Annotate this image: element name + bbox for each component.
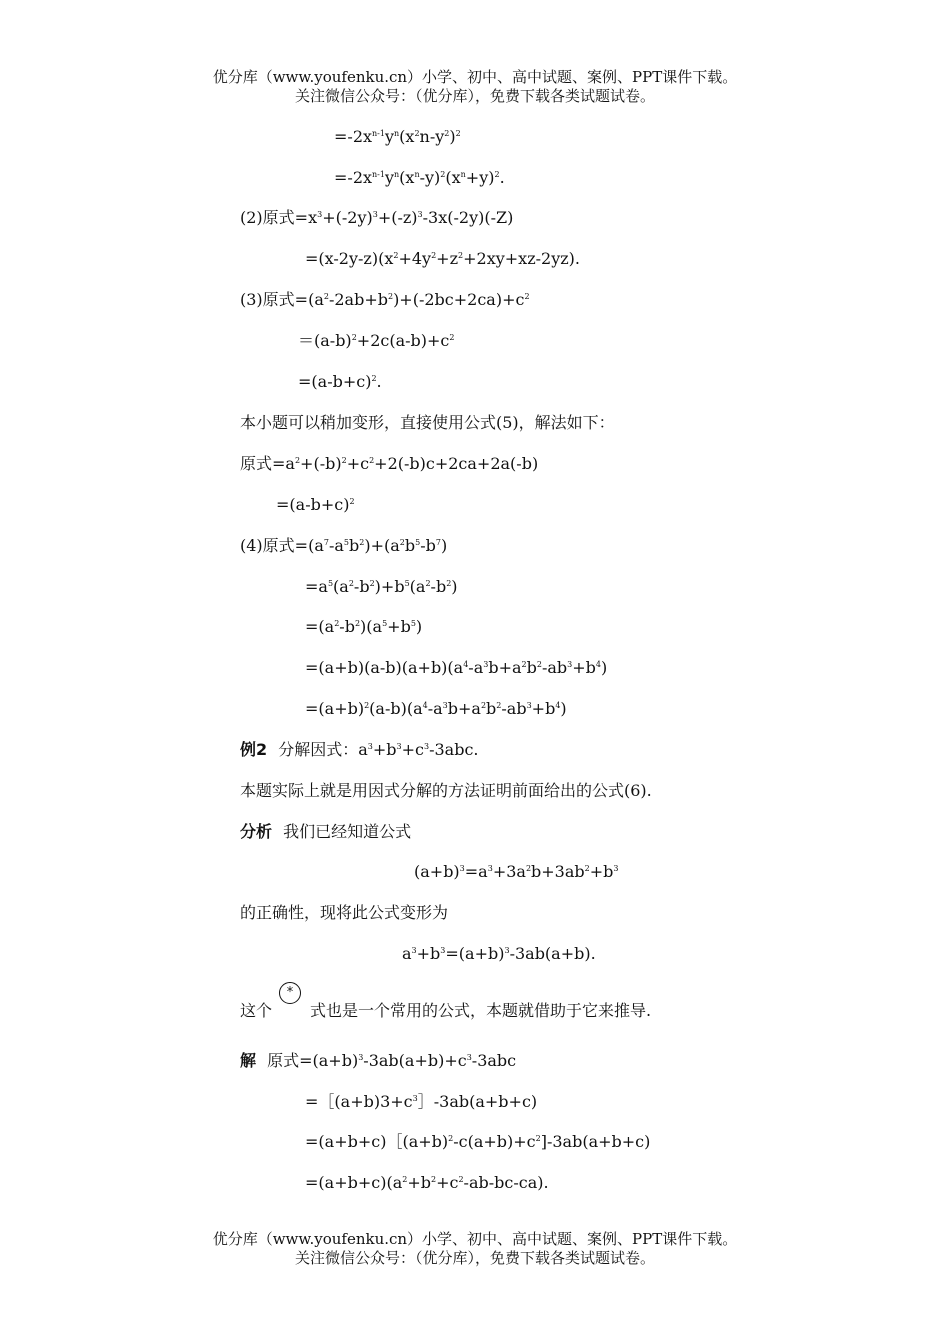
eq-line [298,330,454,352]
math-text: +y) [465,168,495,187]
superscript: 3 [487,864,493,873]
math-text: -3abc [471,1051,517,1070]
superscript: 3 [358,1053,364,1062]
superscript: 2 [348,579,354,588]
superscript: 3 [483,660,489,669]
eq-line [240,207,513,229]
superscript: 2 [369,579,375,588]
math-text: (a [409,577,426,596]
math-text: -3ab(a+b)+c [363,1051,467,1070]
text-before-mark: 这个 [240,1001,273,1020]
math-text: +2c(a-b)+c [356,331,450,350]
superscript: 2 [351,333,357,342]
superscript: 3 [613,864,619,873]
solution-label: 解 [240,1051,257,1070]
superscript: 3 [440,946,446,955]
math-text: +(-2y) [322,208,373,227]
math-text: (a+b) [414,862,460,881]
eq-line [334,126,461,148]
text-line [240,1000,651,1022]
superscript: 2 [399,538,405,547]
eq-line [240,535,447,557]
superscript: 4 [555,701,561,710]
example-2-line [240,739,479,761]
math-text: )+b [374,577,405,596]
superscript: 2 [364,701,370,710]
text-after-mark: 式也是一个常用的公式，本题就借助于它来推导. [310,1001,652,1020]
math-text: -ab [541,658,568,677]
math-text: +2xy+xz-2yz). [463,249,580,268]
math-text: ) [451,577,458,596]
superscript: 2 [349,497,355,506]
math-text: +(-z) [377,208,418,227]
math-text: (4)原式=(a [240,536,324,555]
example-2-label: 例2 [240,740,268,759]
superscript: 7 [435,538,441,547]
eq-line [276,494,355,516]
superscript: 2 [430,1175,437,1184]
superscript: 3 [412,1094,418,1103]
superscript: 2 [431,251,437,260]
superscript: 3 [567,660,573,669]
superscript: 2 [334,619,340,628]
superscript: 2 [496,701,502,710]
superscript: 5 [327,579,334,588]
superscript: 4 [595,660,601,669]
math-text: b+a [488,658,522,677]
math-text: ) [440,536,448,555]
superscript: n [394,170,400,179]
eq-line [305,576,458,598]
math-text: (x [399,127,415,146]
math-text: =a [464,862,488,881]
math-text: +b [531,699,556,718]
math-text: b+3ab [531,862,585,881]
math-text: -3ab(a+b). [509,944,596,963]
eq-line [305,616,422,638]
math-text: (x [445,168,461,187]
math-text: 原式=(a+b) [267,1051,359,1070]
superscript: 2 [446,579,452,588]
math-text: -a [427,699,443,718]
superscript: 3 [459,864,465,873]
math-text: -b [420,536,436,555]
math-text: -3abc. [429,740,479,759]
superscript: 2 [371,374,377,383]
math-text: ) [560,699,567,718]
superscript: 3 [417,210,423,219]
example-2-text [278,740,478,759]
superscript: 5 [415,538,421,547]
superscript: n-1 [372,170,385,179]
eq-line [305,698,567,720]
math-text: +b [589,862,614,881]
eq-line [240,289,530,311]
superscript: n [460,170,466,179]
footer-line-1: 优分库（www.youfenku.cn）小学、初中、高中试题、案例、PPT课件下载。 [212,1230,738,1248]
superscript: 2 [494,170,500,179]
superscript: 3 [504,946,510,955]
analysis-text: 我们已经知道公式 [283,822,412,841]
superscript: 2 [444,129,450,138]
math-text: )(a [360,617,383,636]
math-text: =［(a+b)3+c [305,1092,413,1111]
superscript: 2 [535,1134,541,1143]
math-text: +b [407,1173,431,1192]
superscript: 2 [458,251,464,260]
math-text: y [384,168,395,187]
math-text: ]-3ab(a+b+c) [540,1132,651,1151]
superscript: 3 [367,742,373,751]
math-text: a [402,944,412,963]
superscript: 3 [372,210,378,219]
solution-text [267,1051,516,1070]
math-text: +b [416,944,441,963]
math-text: +c [346,454,370,473]
analysis-line [240,821,411,843]
superscript: 2 [448,1134,454,1143]
math-text: =(a [305,617,335,636]
superscript: 4 [422,701,428,710]
superscript: 2 [369,456,375,465]
eq-line [305,1131,650,1153]
math-text: b [526,658,537,677]
math-text: n-y [419,127,445,146]
eq-line [305,1091,537,1113]
superscript: 3 [396,742,402,751]
superscript: 2 [425,579,431,588]
header-line-2: 关注微信公众号：（优分库），免费下载各类试题试卷。 [294,87,655,105]
superscript: 5 [404,579,410,588]
superscript: 2 [521,660,527,669]
header-line-1: 优分库（www.youfenku.cn）小学、初中、高中试题、案例、PPT课件下载。 [212,68,738,86]
superscript: 2 [458,1175,464,1184]
math-text: +b [387,617,411,636]
eq-line [298,371,382,393]
superscript: 2 [354,619,361,628]
math-text: +2(-b)c+2ca+2a(-b) [374,454,539,473]
math-text: -3x(-2y)(-Z) [422,208,514,227]
superscript: 5 [410,619,416,628]
eq-line [305,657,607,679]
math-text: =-2x [334,168,373,187]
math-text: b [349,536,360,555]
superscript: 7 [323,538,329,547]
superscript: 3 [411,946,417,955]
math-text: =(a+b) [305,699,365,718]
superscript: n [394,129,400,138]
math-text: y [384,127,395,146]
eq-line [334,167,505,189]
math-text: =a [305,577,328,596]
superscript: 3 [526,701,532,710]
math-text: -a [468,658,484,677]
eq-line [305,248,580,270]
superscript: 4 [463,660,469,669]
math-text: -2ab+b [328,290,388,309]
math-text: +3a [492,862,526,881]
superscript: 2 [449,333,455,342]
superscript: 2 [524,292,530,301]
math-text: -c(a+b)+c [453,1132,536,1151]
superscript: 2 [359,538,365,547]
math-text: -ab [501,699,527,718]
superscript: 2 [525,864,532,873]
superscript: 2 [414,129,420,138]
math-text: 分解因式：a [278,740,368,759]
math-text: =(a-b+c) [298,372,372,391]
math-text: +c [401,740,424,759]
math-text: =(a+b)(a-b)(a+b)(a [305,658,464,677]
superscript: n-1 [372,129,385,138]
math-text: b+a [447,699,481,718]
math-text: =-2x [334,127,373,146]
superscript: 5 [382,619,388,628]
superscript: 2 [440,170,446,179]
superscript: 2 [323,292,329,301]
superscript: 2 [536,660,542,669]
math-text: ＝(a-b) [298,331,352,350]
math-text: =(a+b+c)［(a+b) [305,1132,449,1151]
math-text: +b [572,658,596,677]
text-line: 本小题可以稍加变形，直接使用公式(5)，解法如下： [240,413,615,432]
math-text: ) [601,658,608,677]
math-text: -a [328,536,344,555]
eq-line [305,1172,549,1194]
math-text: b [486,699,497,718]
superscript: 3 [317,210,323,219]
math-text: (a-b)(a [369,699,423,718]
math-text: (x [399,168,415,187]
superscript: 5 [343,538,349,547]
superscript: 2 [480,701,487,710]
math-text: -b [339,617,355,636]
math-text: 原式=a [240,454,295,473]
math-text: b [404,536,416,555]
solution-line [240,1050,516,1072]
math-text: )+(-2bc+2ca)+c [393,290,525,309]
math-text: )+(a [364,536,400,555]
formula-centered [414,861,618,883]
math-text: -ab-bc-ca). [463,1173,549,1192]
math-text: =(a-b+c) [276,495,350,514]
footer-line-2: 关注微信公众号：（优分库），免费下载各类试题试卷。 [294,1249,655,1267]
superscript: 2 [402,1175,408,1184]
math-text: ) [415,617,423,636]
superscript: 2 [387,292,394,301]
math-text: . [499,168,505,187]
math-text: +4y [398,249,432,268]
superscript: 3 [424,742,430,751]
math-text: -y) [419,168,441,187]
math-text: (2)原式=x [240,208,318,227]
math-text: =(x-2y-z)(x [305,249,394,268]
superscript: n [414,170,420,179]
math-text: . [376,372,382,391]
math-text: +z [436,249,459,268]
text-line: 本题实际上就是用因式分解的方法证明前面给出的公式(6). [240,781,652,800]
superscript: 3 [466,1053,472,1062]
superscript: 2 [341,456,347,465]
superscript: 3 [442,701,448,710]
math-text: (a [333,577,349,596]
math-text: -b [430,577,447,596]
superscript: 2 [294,456,301,465]
formula-centered [402,943,596,965]
superscript: 2 [455,129,461,138]
text-line: 的正确性，现将此公式变形为 [240,903,449,922]
circled-asterisk-icon: * [279,982,301,1004]
math-text: -b [353,577,370,596]
analysis-label: 分析 [240,822,273,841]
math-text: +(-b) [300,454,342,473]
superscript: 2 [584,864,590,873]
math-text: +b [372,740,397,759]
math-text: +c [436,1173,459,1192]
math-text: ］-3ab(a+b+c) [417,1092,538,1111]
math-text: =(a+b) [445,944,505,963]
math-text: (3)原式=(a [240,290,324,309]
eq-line [240,453,538,475]
math-text: ) [449,127,456,146]
math-text: =(a+b+c)(a [305,1173,403,1192]
superscript: 2 [393,251,399,260]
